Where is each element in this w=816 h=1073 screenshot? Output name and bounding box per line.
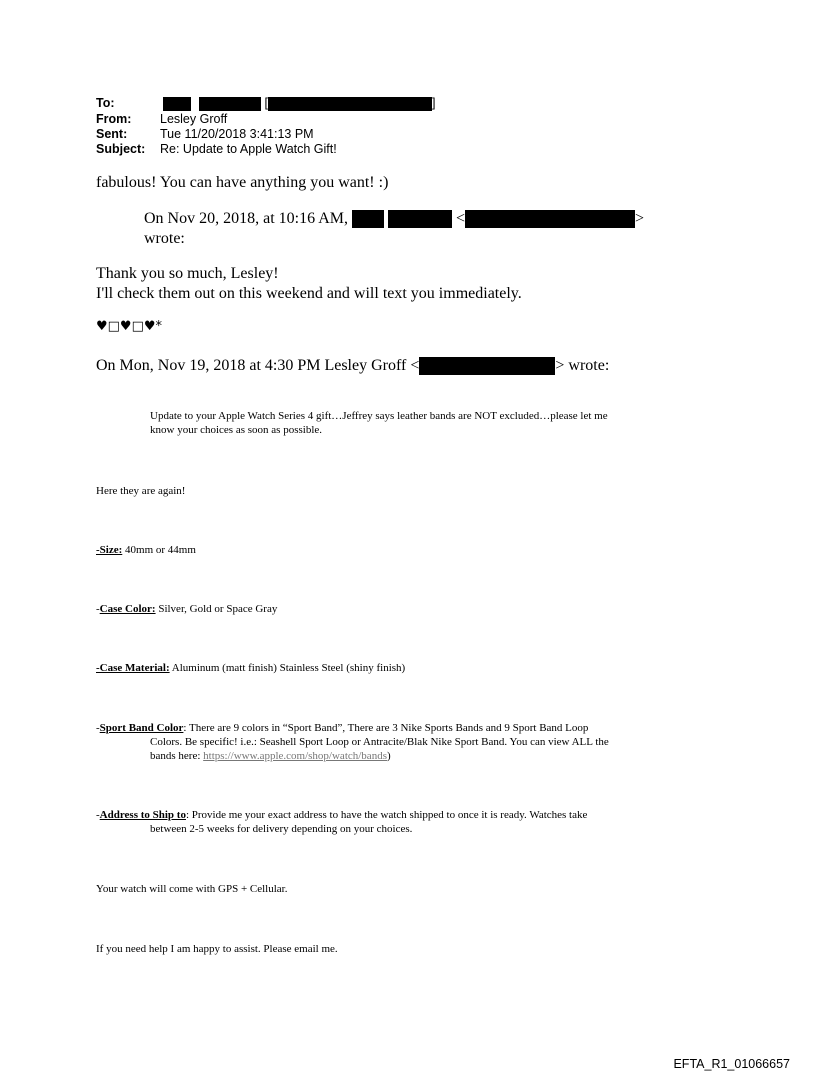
address-dash: - — [96, 809, 100, 821]
redacted-block — [163, 97, 191, 111]
to-row — [96, 96, 435, 111]
from-value: Lesley Groff — [160, 112, 228, 126]
redacted-block — [388, 210, 452, 228]
redacted-block — [352, 210, 384, 228]
band-line-1: : There are 9 colors in “Sport Band”, There are 3 Nike Sports Bands and 9 Sport Band Loop — [183, 722, 589, 734]
band-row-1 — [96, 722, 588, 734]
subject-value: Re: Update to Apple Watch Gift! — [160, 142, 337, 156]
here-again-text: Here they are again! — [96, 485, 186, 497]
to-label: To: — [96, 96, 115, 110]
update-line-2: know your choices as soon as possible. — [150, 424, 323, 436]
band-line-3-prefix: bands here: — [150, 750, 204, 762]
to-bracket-open: [ — [264, 96, 268, 110]
case-color-dash: - — [96, 603, 100, 615]
quote1-gt: > — [635, 210, 645, 227]
bands-link[interactable]: https://www.apple.com/shop/watch/bands — [203, 750, 387, 762]
quote1-prefix: On Nov 20, 2018, at 10:16 AM, — [144, 210, 348, 227]
sent-label: Sent: — [96, 127, 128, 141]
address-row-1 — [96, 809, 587, 821]
redacted-block — [465, 210, 635, 228]
band-row-3 — [150, 750, 391, 762]
reply-text: fabulous! You can have anything you want! :) — [96, 174, 389, 191]
address-label: Address to Ship to — [99, 809, 186, 821]
address-line-1: : Provide me your exact address to have the watch shipped to once it is ready. Watches take — [185, 809, 588, 821]
case-color-row — [96, 603, 277, 615]
band-label: Sport Band Color — [99, 722, 184, 734]
band-line-2: Colors. Be specific! i.e.: Seashell Sport Loop or Antracite/Blak Nike Sport Band. You can view ALL the — [150, 736, 609, 748]
subject-label: Subject: — [96, 142, 146, 156]
quote2-prefix: On Mon, Nov 19, 2018 at 4:30 PM Lesley Groff < — [96, 357, 420, 374]
thanks-line-2: I'll check them out on this weekend and will text you immediately. — [96, 285, 522, 302]
size-label: -Size: — [96, 544, 123, 556]
from-row — [96, 112, 227, 126]
case-material-row — [96, 662, 405, 674]
size-row — [96, 544, 196, 556]
thanks-line-1: Thank you so much, Lesley! — [96, 265, 279, 282]
redacted-block — [419, 357, 555, 375]
redacted-block — [199, 97, 261, 111]
sent-row — [96, 127, 314, 141]
quote2-line — [96, 357, 609, 375]
case-material-label: -Case Material: — [96, 662, 170, 674]
hearts-text: ♥□♥□♥* — [96, 319, 163, 334]
redacted-block — [268, 97, 432, 111]
address-line-2: between 2-5 weeks for delivery depending on your choices. — [150, 823, 413, 835]
case-color-label: Case Color: — [99, 603, 156, 615]
quote2-suffix: > wrote: — [555, 357, 610, 374]
size-value: 40mm or 44mm — [125, 544, 196, 556]
case-color-value: Silver, Gold or Space Gray — [158, 603, 278, 615]
help-text: If you need help I am happy to assist. Please email me. — [96, 943, 338, 955]
document-id: EFTA_R1_01066657 — [673, 1057, 790, 1071]
to-bracket-close: ] — [431, 96, 436, 110]
update-line-1: Update to your Apple Watch Series 4 gift…Jeffrey says leather bands are NOT excluded…please let me — [150, 410, 608, 422]
gps-text: Your watch will come with GPS + Cellular. — [96, 883, 288, 895]
quote1-line — [144, 210, 644, 228]
band-line-3-suffix: ) — [386, 750, 391, 762]
case-material-value: Aluminum (matt finish) Stainless Steel (shiny finish) — [171, 662, 406, 674]
sent-value: Tue 11/20/2018 3:41:13 PM — [160, 127, 314, 141]
from-label: From: — [96, 112, 132, 126]
quote1-lt: < — [456, 210, 466, 227]
quote1-wrote: wrote: — [144, 230, 185, 247]
subject-row — [96, 142, 337, 156]
band-dash: - — [96, 722, 100, 734]
